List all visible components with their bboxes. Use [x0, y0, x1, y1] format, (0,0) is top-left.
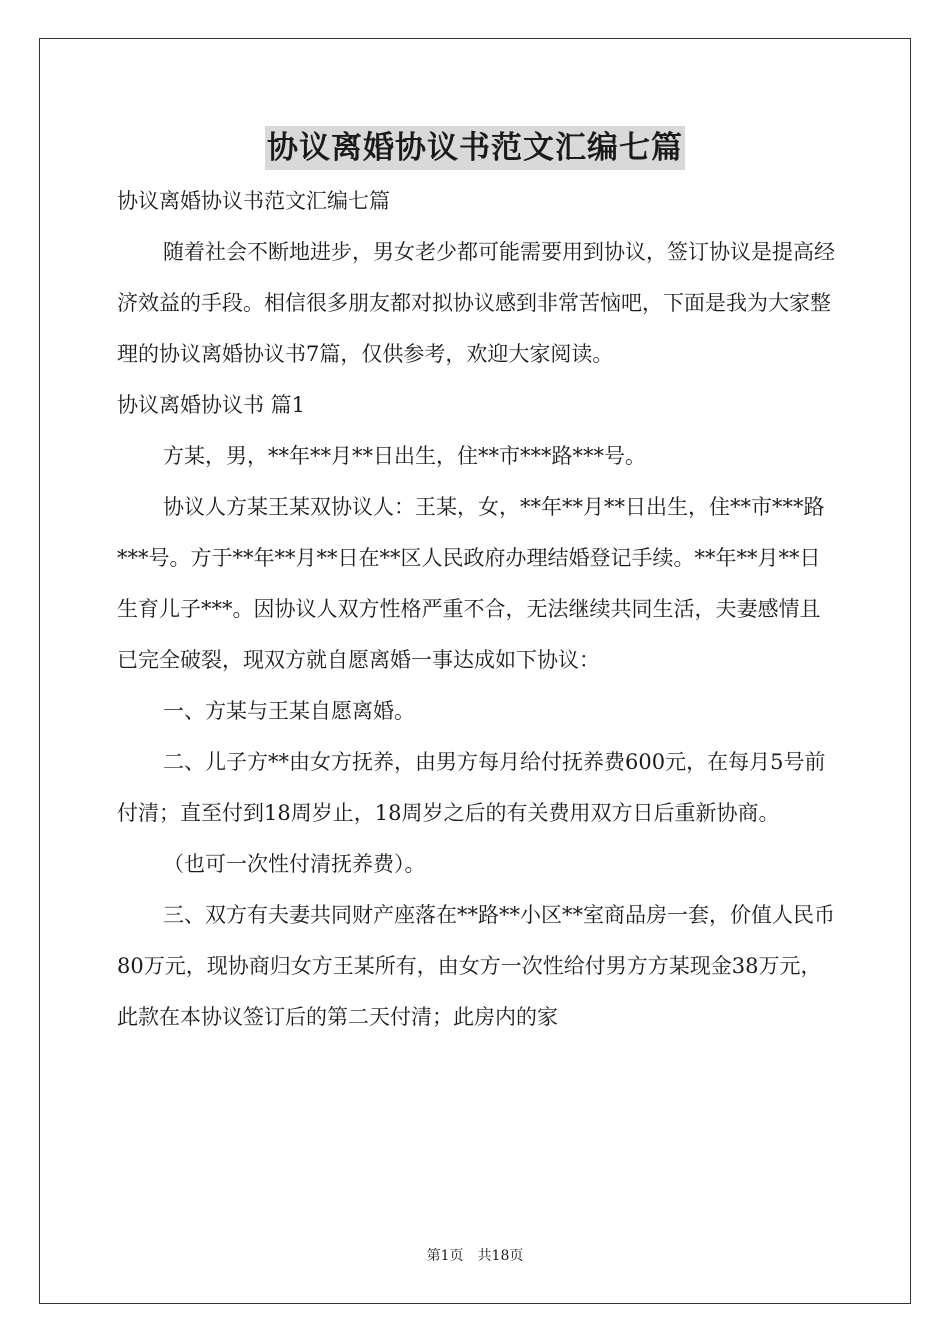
party-a-paragraph: 方某，男，**年**月**日出生，住**市***路***号。: [163, 444, 646, 468]
subtitle-line: 协议离婚协议书范文汇编七篇: [117, 189, 390, 213]
clause-1-paragraph: 一、方某与王某自愿离婚。: [163, 699, 415, 723]
page-number: 第1页: [426, 1248, 464, 1264]
clause-3-paragraph: 三、双方有夫妻共同财产座落在**路**小区**室商品房一套，价值人民币80万元，现协商归女方王某所有，由女方一次性给付男方方某现金38万元，此款在本协议签订后的第二天付清；此房内的家: [117, 903, 835, 1029]
clause-2-note-paragraph: （也可一次性付清抚养费）。: [163, 852, 426, 876]
page-total: 共18页: [477, 1248, 524, 1264]
document-title: 协议离婚协议书范文汇编七篇: [265, 126, 685, 170]
party-b-paragraph: 协议人方某王某双协议人：王某，女，**年**月**日出生，住**市***路***号。方于**年**月**日在**区人民政府办理结婚登记手续。**年**月**日生育儿子***。因协议人双方性格严重不合，无法继续共同生活，夫妻感情且已完全破裂，现双方就自愿离婚一事达成如下协议：: [117, 495, 825, 672]
clause-2-paragraph: 二、儿子方**由女方抚养，由男方每月给付抚养费600元，在每月5号前付清；直至付到18周岁止，18周岁之后的有关费用双方日后重新协商。: [117, 750, 826, 825]
title-container: [0, 126, 950, 170]
section-heading: 协议离婚协议书 篇1: [117, 393, 306, 417]
intro-paragraph: 随着社会不断地进步，男女老少都可能需要用到协议，签订协议是提高经济效益的手段。相信很多朋友都对拟协议感到非常苦恼吧，下面是我为大家整理的协议离婚协议书7篇，仅供参考，欢迎大家阅读。: [117, 240, 835, 366]
page-footer: [0, 1246, 950, 1266]
document-body: [117, 176, 837, 1043]
